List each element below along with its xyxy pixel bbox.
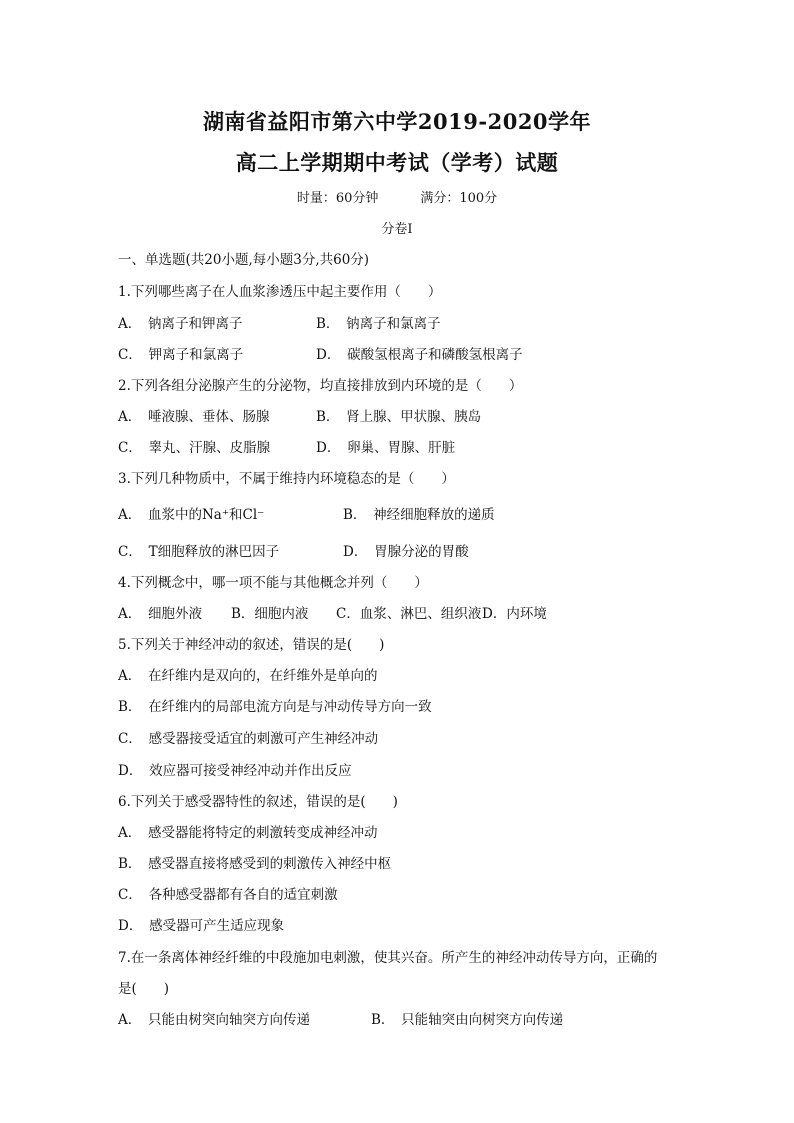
question-stem: 4.下列概念中，哪一项不能与其他概念并列（ ） bbox=[118, 575, 428, 591]
option-d: D． 碳酸氢根离子和磷酸氢根离子 bbox=[316, 347, 523, 363]
exam-title-line1: 湖南省益阳市第六中学2019-2020学年 bbox=[202, 109, 592, 134]
option-d: D．内环境 bbox=[482, 606, 547, 622]
question-stem: 5.下列关于神经冲动的叙述，错误的是( ) bbox=[118, 637, 385, 653]
section-heading: 一、单选题(共20小题,每小题3分,共60分) bbox=[118, 252, 370, 268]
exam-meta bbox=[0, 187, 794, 206]
option-a: A． 细胞外液 bbox=[118, 606, 202, 622]
exam-title-line2: 高二上学期期中考试（学考）试题 bbox=[235, 150, 559, 175]
option-d: D． 胃腺分泌的胃酸 bbox=[343, 544, 469, 560]
option-b: B．细胞内液 bbox=[231, 606, 309, 622]
full-score: 满分：100分 bbox=[420, 191, 498, 206]
question-stem: 3.下列几种物质中，不属于维持内环境稳态的是（ ） bbox=[118, 471, 455, 487]
option-c: C． 钾离子和氯离子 bbox=[118, 347, 244, 363]
option-a: A． 血浆中的Na⁺和Cl⁻ bbox=[118, 507, 265, 523]
question-stem: 2.下列各组分泌腺产生的分泌物，均直接排放到内环境的是（ ） bbox=[118, 378, 523, 394]
question-stem: 7.在一条离体神经纤维的中段施加电刺激，使其兴奋。所产生的神经冲动传导方向，正确的 bbox=[118, 950, 658, 966]
question-stem: 1.下列哪些离子在人血浆渗透压中起主要作用（ ） bbox=[118, 284, 442, 300]
option-c: C． 睾丸、汗腺、皮脂腺 bbox=[118, 440, 271, 456]
question-stem-continued: 是( ) bbox=[118, 981, 170, 997]
option-a: A． 在纤维内是双向的，在纤维外是单向的 bbox=[118, 668, 378, 684]
option-a: A． 钠离子和钾离子 bbox=[118, 316, 243, 332]
option-c: C．血浆、淋巴、组织液 bbox=[336, 606, 482, 622]
option-a: A． 唾液腺、垂体、肠腺 bbox=[118, 409, 270, 425]
option-b: B． 钠离子和氯离子 bbox=[316, 316, 441, 332]
time-limit: 时量：60分钟 bbox=[296, 191, 379, 206]
option-b: B． 肾上腺、甲状腺、胰岛 bbox=[316, 409, 482, 425]
option-a: A． 感受器能将特定的刺激转变成神经冲动 bbox=[118, 825, 378, 841]
option-d: D． 效应器可接受神经冲动并作出反应 bbox=[118, 763, 352, 779]
question-stem: 6.下列关于感受器特性的叙述，错误的是( ) bbox=[118, 794, 398, 810]
option-c: C． 各种感受器都有各自的适宜刺激 bbox=[118, 887, 338, 903]
option-c: C． 感受器接受适宜的刺激可产生神经冲动 bbox=[118, 731, 379, 747]
option-a: A． 只能由树突向轴突方向传递 bbox=[118, 1012, 310, 1028]
option-d: D． 感受器可产生适应现象 bbox=[118, 918, 285, 934]
option-b: B． 只能轴突由向树突方向传递 bbox=[371, 1012, 564, 1028]
option-b: B． 在纤维内的局部电流方向是与冲动传导方向一致 bbox=[118, 699, 432, 715]
option-b: B． 感受器直接将感受到的刺激传入神经中枢 bbox=[118, 856, 392, 872]
option-d: D． 卵巢、胃腺、肝脏 bbox=[316, 440, 456, 456]
option-c: C． T细胞释放的淋巴因子 bbox=[118, 544, 280, 560]
volume-label: 分卷I bbox=[381, 222, 413, 237]
option-b: B． 神经细胞释放的递质 bbox=[343, 507, 495, 523]
